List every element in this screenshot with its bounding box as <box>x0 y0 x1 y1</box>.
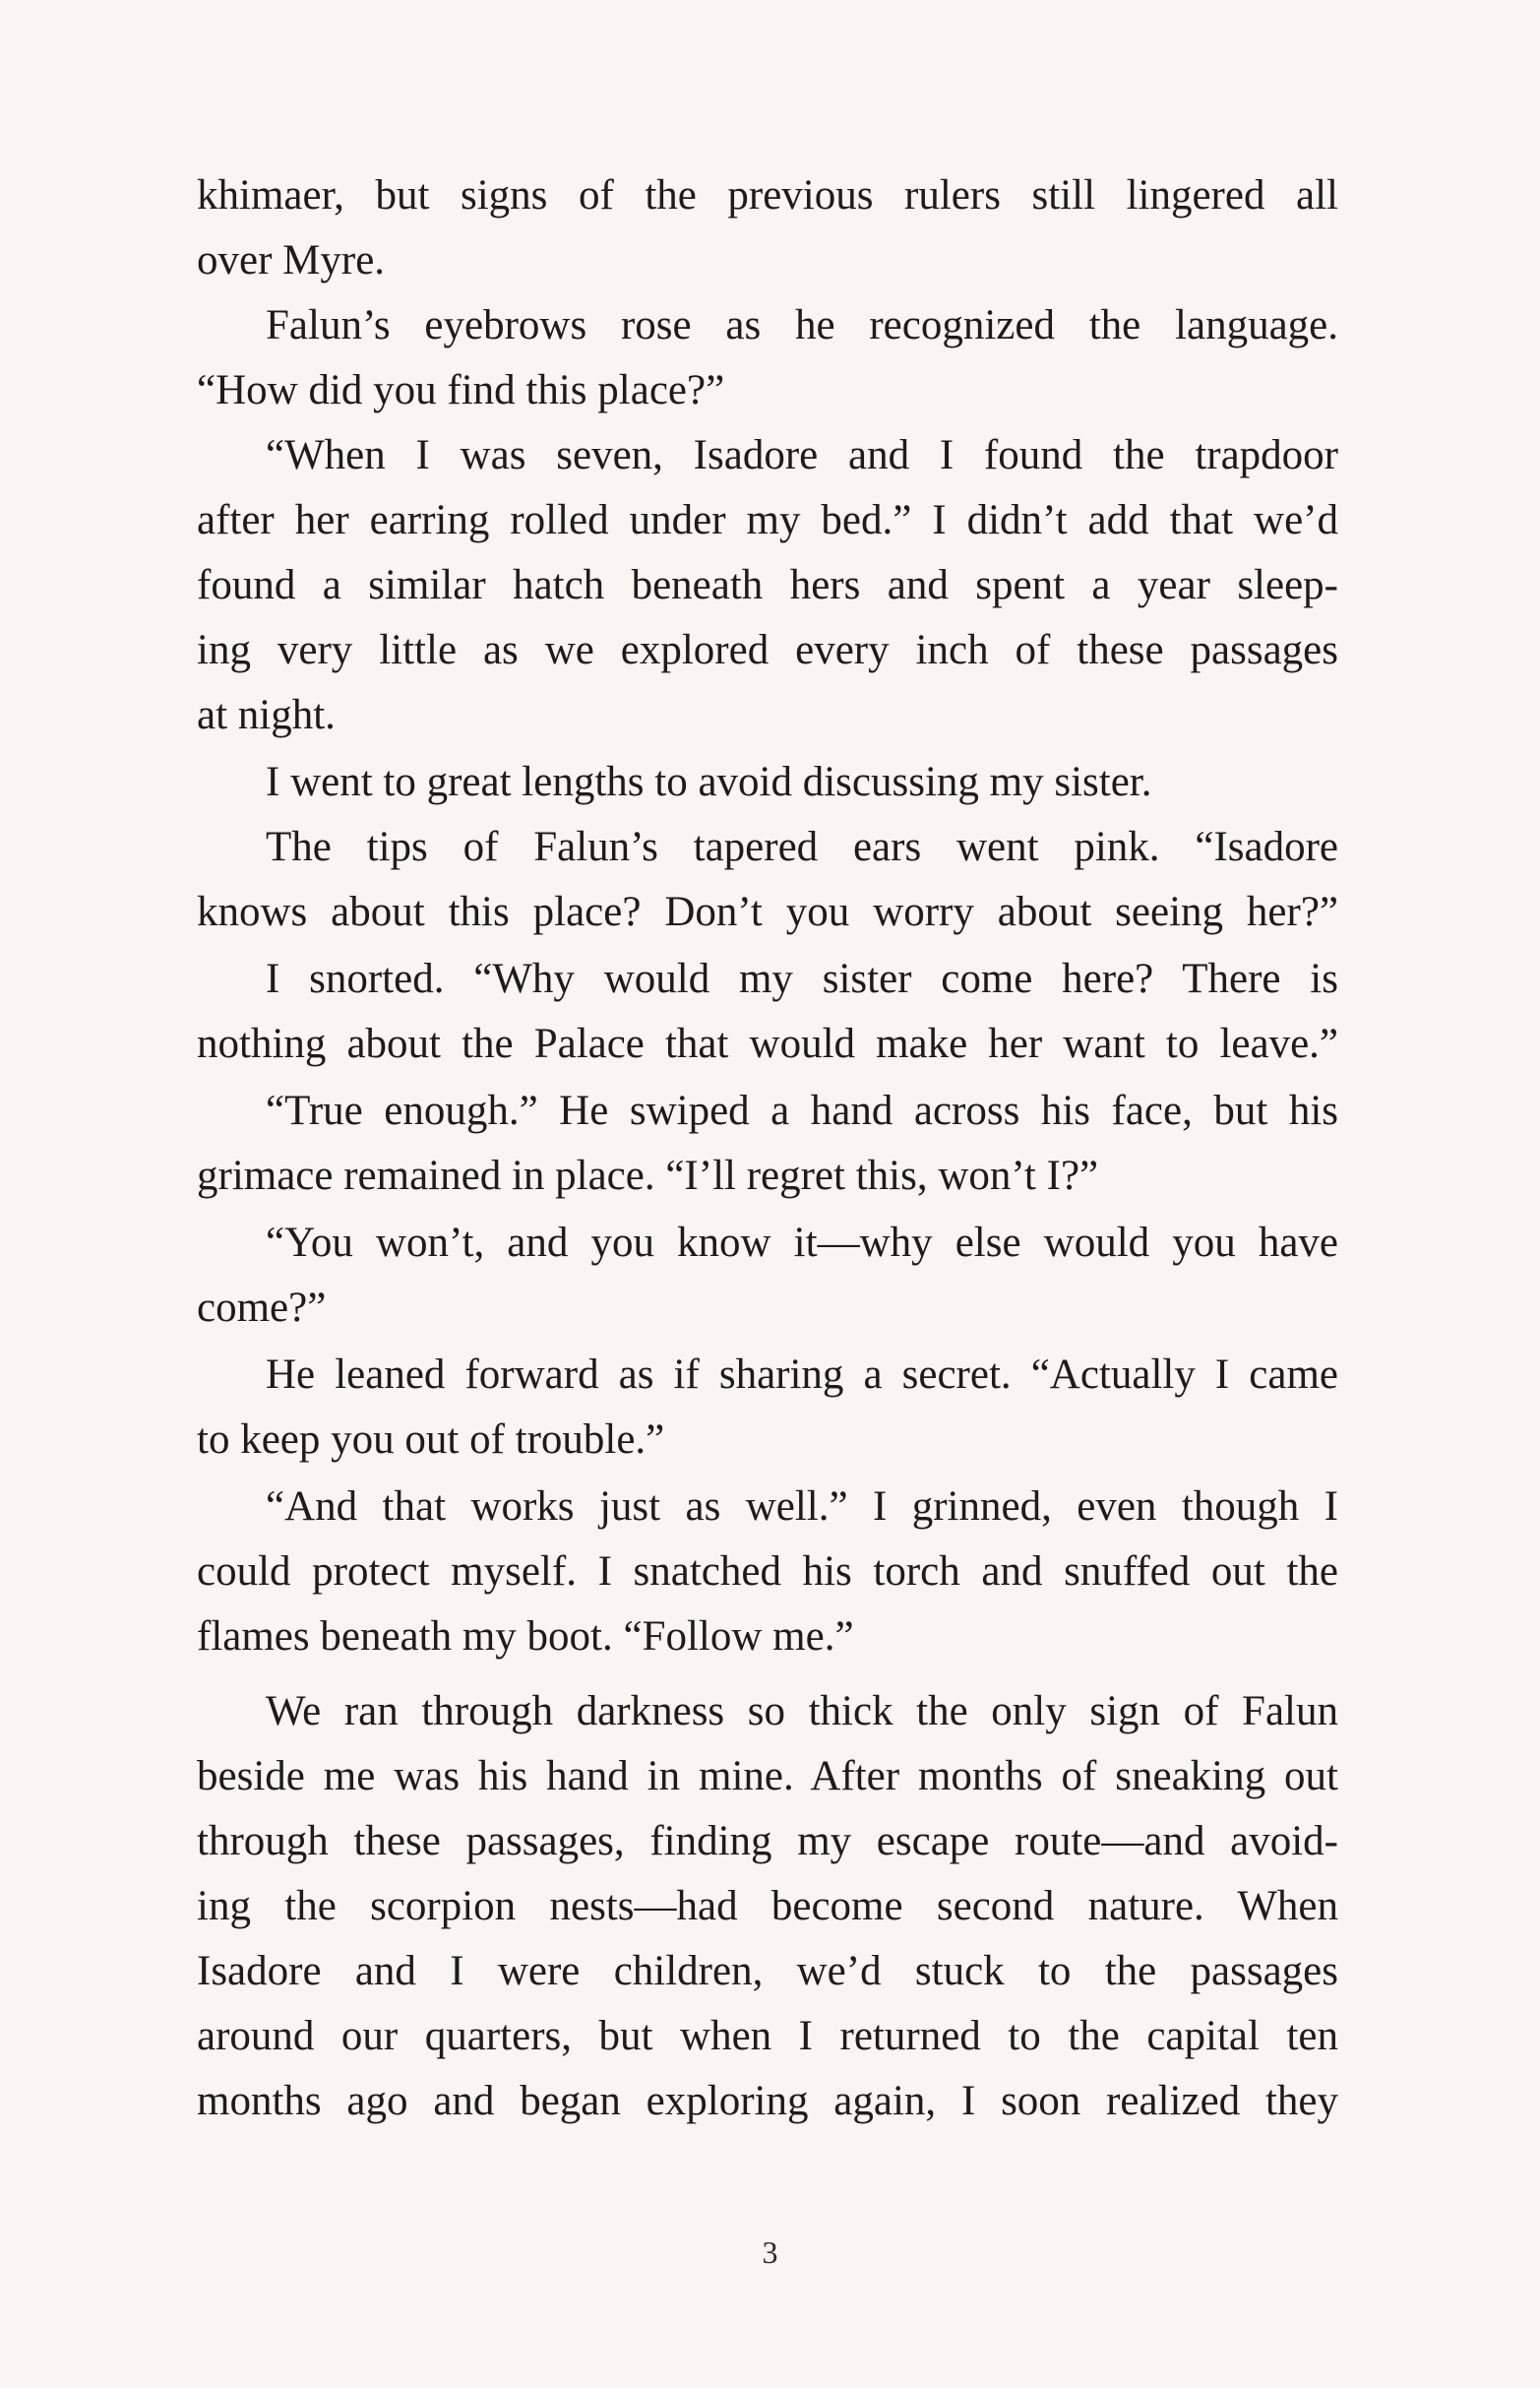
text-line: over Myre. <box>197 237 386 283</box>
text-line: khimaer, but signs of the previous rulers still lingered all <box>197 172 1338 219</box>
text-line: flames beneath my boot. “Follow me.” <box>197 1613 854 1660</box>
text-line: “You won’t, and you know it—why else would you have <box>266 1220 1338 1266</box>
text-line: around our quarters, but when I returned to the capital ten <box>197 2013 1338 2059</box>
text-line: ing very little as we explored every inch of these passages <box>197 627 1338 673</box>
text-line: beside me was his hand in mine. After months of sneaking out <box>197 1753 1338 1799</box>
text-line: months ago and began exploring again, I soon realized they <box>197 2078 1338 2124</box>
text-line: found a similar hatch beneath hers and spent a year sleep- <box>197 562 1338 608</box>
text-line: at night. <box>197 692 336 738</box>
text-line: ing the scorpion nests—had become second nature. When <box>197 1883 1338 1929</box>
text-line: We ran through darkness so thick the only sign of Falun <box>266 1688 1338 1734</box>
text-line: “How did you find this place?” <box>197 367 725 413</box>
text-line: knows about this place? Don’t you worry about seeing her?” <box>197 889 1338 935</box>
text-line: could protect myself. I snatched his torch and snuffed out the <box>197 1548 1338 1595</box>
text-line: “True enough.” He swiped a hand across his face, but his <box>266 1088 1338 1134</box>
text-line: grimace remained in place. “I’ll regret this, won’t I?” <box>197 1153 1099 1199</box>
text-line: after her earring rolled under my bed.” I didn’t add that we’d <box>197 497 1338 543</box>
text-line: I snorted. “Why would my sister come here? There is <box>266 956 1338 1002</box>
text-line: come?” <box>197 1285 327 1331</box>
page-number: 3 <box>762 2234 778 2270</box>
text-line: Isadore and I were children, we’d stuck to the passages <box>197 1948 1338 1994</box>
text-line: Falun’s eyebrows rose as he recognized the language. <box>266 302 1338 348</box>
text-line: “And that works just as well.” I grinned, even though I <box>266 1483 1338 1530</box>
text-line: to keep you out of trouble.” <box>197 1416 665 1463</box>
text-line: He leaned forward as if sharing a secret. “Actually I came <box>266 1351 1338 1398</box>
text-line: nothing about the Palace that would make her want to leave.” <box>197 1021 1338 1067</box>
text-line: through these passages, finding my escape route—and avoid- <box>197 1818 1338 1864</box>
text-line: I went to great lengths to avoid discussing my sister. <box>266 759 1152 805</box>
text-line: “When I was seven, Isadore and I found the trapdoor <box>266 432 1338 478</box>
text-line: The tips of Falun’s tapered ears went pink. “Isadore <box>266 824 1338 870</box>
